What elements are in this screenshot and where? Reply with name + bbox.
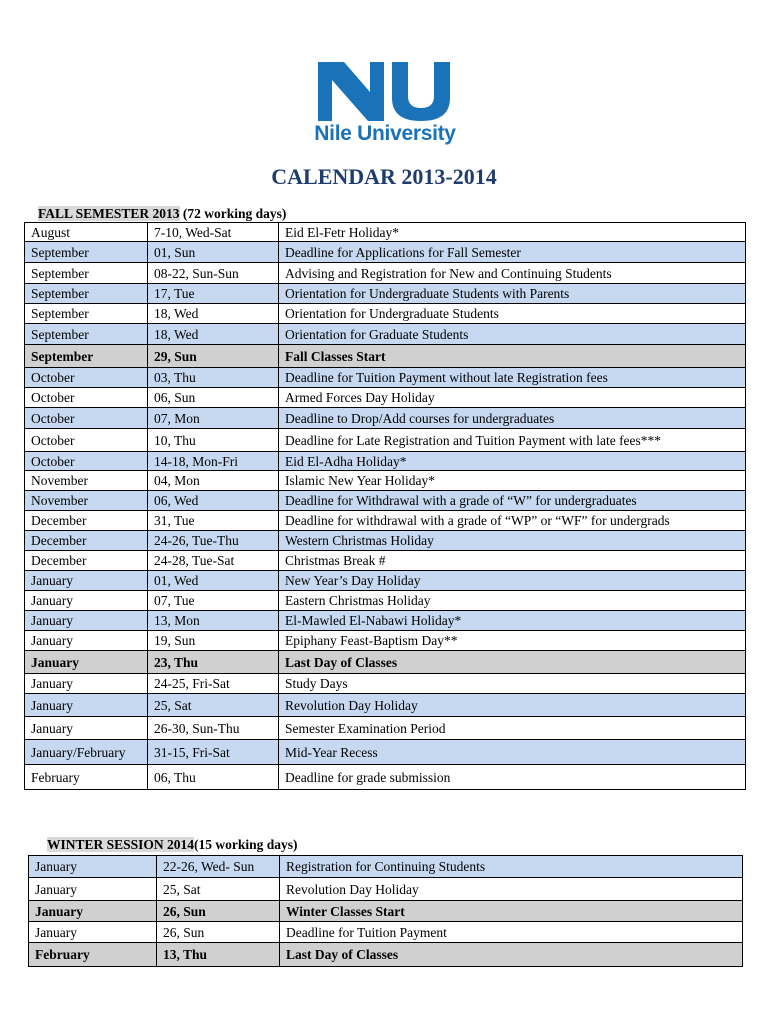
event-cell: Deadline for Tuition Payment without late Registration fees bbox=[279, 368, 746, 388]
calendar-row bbox=[25, 591, 746, 611]
event-cell: Armed Forces Day Holiday bbox=[279, 388, 746, 408]
calendar-row bbox=[29, 856, 743, 878]
event-cell: Orientation for Graduate Students bbox=[279, 324, 746, 345]
calendar-row bbox=[25, 611, 746, 631]
date-cell: 03, Thu bbox=[148, 368, 279, 388]
event-cell: Deadline to Drop/Add courses for undergraduates bbox=[279, 408, 746, 429]
month-cell: January bbox=[25, 591, 148, 611]
month-cell: August bbox=[25, 223, 148, 242]
calendar-row bbox=[25, 571, 746, 591]
winter-session-heading bbox=[47, 837, 298, 853]
calendar-row bbox=[29, 922, 743, 943]
calendar-row bbox=[25, 674, 746, 694]
date-cell: 07, Mon bbox=[148, 408, 279, 429]
calendar-row bbox=[25, 242, 746, 263]
calendar-row bbox=[25, 452, 746, 471]
event-cell: Registration for Continuing Students bbox=[280, 856, 743, 878]
calendar-row bbox=[25, 551, 746, 571]
month-cell: January bbox=[25, 717, 148, 740]
fall-semester-heading bbox=[38, 206, 286, 222]
month-cell: November bbox=[25, 471, 148, 491]
calendar-row bbox=[25, 765, 746, 790]
event-cell: Deadline for withdrawal with a grade of “WP” or “WF” for undergrads bbox=[279, 511, 746, 531]
fall-working-days: (72 working days) bbox=[179, 206, 287, 221]
winter-calendar-table bbox=[28, 855, 743, 967]
event-cell: Revolution Day Holiday bbox=[279, 694, 746, 717]
month-cell: September bbox=[25, 345, 148, 368]
month-cell: September bbox=[25, 242, 148, 263]
calendar-row bbox=[29, 878, 743, 901]
date-cell: 18, Wed bbox=[148, 304, 279, 324]
month-cell: January bbox=[29, 922, 157, 943]
date-cell: 23, Thu bbox=[148, 651, 279, 674]
event-cell: Deadline for Late Registration and Tuition Payment with late fees*** bbox=[279, 429, 746, 452]
event-cell: Advising and Registration for New and Continuing Students bbox=[279, 263, 746, 284]
calendar-row bbox=[25, 740, 746, 765]
date-cell: 24-26, Tue-Thu bbox=[148, 531, 279, 551]
date-cell: 24-28, Tue-Sat bbox=[148, 551, 279, 571]
month-cell: January bbox=[25, 631, 148, 651]
month-cell: January bbox=[29, 901, 157, 922]
event-cell: New Year’s Day Holiday bbox=[279, 571, 746, 591]
date-cell: 19, Sun bbox=[148, 631, 279, 651]
month-cell: January bbox=[25, 571, 148, 591]
calendar-row bbox=[25, 651, 746, 674]
calendar-row bbox=[25, 368, 746, 388]
month-cell: November bbox=[25, 491, 148, 511]
calendar-row bbox=[25, 345, 746, 368]
date-cell: 24-25, Fri-Sat bbox=[148, 674, 279, 694]
date-cell: 01, Wed bbox=[148, 571, 279, 591]
month-cell: January bbox=[25, 694, 148, 717]
page-title: CALENDAR 2013-2014 bbox=[271, 164, 497, 189]
date-cell: 13, Thu bbox=[157, 943, 280, 967]
month-cell: January bbox=[29, 878, 157, 901]
winter-session-label: WINTER SESSION 2014 bbox=[47, 837, 195, 852]
fall-calendar-table bbox=[24, 222, 746, 790]
month-cell: December bbox=[25, 551, 148, 571]
event-cell: Fall Classes Start bbox=[279, 345, 746, 368]
month-cell: December bbox=[25, 511, 148, 531]
month-cell: January bbox=[25, 674, 148, 694]
month-cell: January bbox=[25, 651, 148, 674]
month-cell: October bbox=[25, 452, 148, 471]
event-cell: Eid El-Fetr Holiday* bbox=[279, 223, 746, 242]
event-cell: Study Days bbox=[279, 674, 746, 694]
date-cell: 26, Sun bbox=[157, 901, 280, 922]
event-cell: Eid El-Adha Holiday* bbox=[279, 452, 746, 471]
winter-working-days: (15 working days) bbox=[194, 837, 298, 852]
event-cell: Christmas Break # bbox=[279, 551, 746, 571]
event-cell: Epiphany Feast-Baptism Day** bbox=[279, 631, 746, 651]
month-cell: January/February bbox=[25, 740, 148, 765]
event-cell: Semester Examination Period bbox=[279, 717, 746, 740]
calendar-row bbox=[25, 531, 746, 551]
month-cell: September bbox=[25, 263, 148, 284]
calendar-row bbox=[25, 263, 746, 284]
event-cell: Mid-Year Recess bbox=[279, 740, 746, 765]
calendar-row bbox=[25, 491, 746, 511]
month-cell: September bbox=[25, 304, 148, 324]
calendar-row bbox=[25, 694, 746, 717]
date-cell: 18, Wed bbox=[148, 324, 279, 345]
date-cell: 31-15, Fri-Sat bbox=[148, 740, 279, 765]
event-cell: Deadline for Withdrawal with a grade of “W” for undergraduates bbox=[279, 491, 746, 511]
date-cell: 17, Tue bbox=[148, 284, 279, 304]
calendar-row bbox=[25, 408, 746, 429]
event-cell: Orientation for Undergraduate Students with Parents bbox=[279, 284, 746, 304]
month-cell: September bbox=[25, 284, 148, 304]
date-cell: 31, Tue bbox=[148, 511, 279, 531]
calendar-row bbox=[29, 943, 743, 967]
event-cell: El-Mawled El-Nabawi Holiday* bbox=[279, 611, 746, 631]
event-cell: Winter Classes Start bbox=[280, 901, 743, 922]
date-cell: 07, Tue bbox=[148, 591, 279, 611]
date-cell: 06, Sun bbox=[148, 388, 279, 408]
date-cell: 29, Sun bbox=[148, 345, 279, 368]
date-cell: 01, Sun bbox=[148, 242, 279, 263]
date-cell: 25, Sat bbox=[148, 694, 279, 717]
calendar-row bbox=[25, 471, 746, 491]
month-cell: October bbox=[25, 408, 148, 429]
date-cell: 04, Mon bbox=[148, 471, 279, 491]
date-cell: 10, Thu bbox=[148, 429, 279, 452]
university-logo bbox=[313, 56, 457, 152]
event-cell: Islamic New Year Holiday* bbox=[279, 471, 746, 491]
date-cell: 14-18, Mon-Fri bbox=[148, 452, 279, 471]
calendar-row bbox=[25, 223, 746, 242]
month-cell: December bbox=[25, 531, 148, 551]
calendar-row bbox=[25, 429, 746, 452]
event-cell: Eastern Christmas Holiday bbox=[279, 591, 746, 611]
month-cell: January bbox=[25, 611, 148, 631]
event-cell: Revolution Day Holiday bbox=[280, 878, 743, 901]
calendar-row bbox=[25, 511, 746, 531]
calendar-row bbox=[25, 717, 746, 740]
event-cell: Deadline for Tuition Payment bbox=[280, 922, 743, 943]
month-cell: January bbox=[29, 856, 157, 878]
month-cell: September bbox=[25, 324, 148, 345]
month-cell: February bbox=[25, 765, 148, 790]
calendar-row bbox=[25, 388, 746, 408]
calendar-row bbox=[25, 324, 746, 345]
date-cell: 22-26, Wed- Sun bbox=[157, 856, 280, 878]
event-cell: Orientation for Undergraduate Students bbox=[279, 304, 746, 324]
event-cell: Deadline for grade submission bbox=[279, 765, 746, 790]
date-cell: 25, Sat bbox=[157, 878, 280, 901]
date-cell: 13, Mon bbox=[148, 611, 279, 631]
date-cell: 26, Sun bbox=[157, 922, 280, 943]
date-cell: 26-30, Sun-Thu bbox=[148, 717, 279, 740]
nu-logo-mark bbox=[316, 56, 454, 121]
date-cell: 06, Wed bbox=[148, 491, 279, 511]
month-cell: February bbox=[29, 943, 157, 967]
month-cell: October bbox=[25, 368, 148, 388]
event-cell: Last Day of Classes bbox=[280, 943, 743, 967]
event-cell: Deadline for Applications for Fall Semester bbox=[279, 242, 746, 263]
event-cell: Last Day of Classes bbox=[279, 651, 746, 674]
calendar-row bbox=[29, 901, 743, 922]
date-cell: 7-10, Wed-Sat bbox=[148, 223, 279, 242]
month-cell: October bbox=[25, 388, 148, 408]
fall-semester-label: FALL SEMESTER 2013 bbox=[38, 206, 180, 221]
calendar-row bbox=[25, 284, 746, 304]
calendar-row bbox=[25, 304, 746, 324]
date-cell: 06, Thu bbox=[148, 765, 279, 790]
university-name: Nile University bbox=[314, 122, 456, 145]
date-cell: 08-22, Sun-Sun bbox=[148, 263, 279, 284]
event-cell: Western Christmas Holiday bbox=[279, 531, 746, 551]
month-cell: October bbox=[25, 429, 148, 452]
calendar-row bbox=[25, 631, 746, 651]
